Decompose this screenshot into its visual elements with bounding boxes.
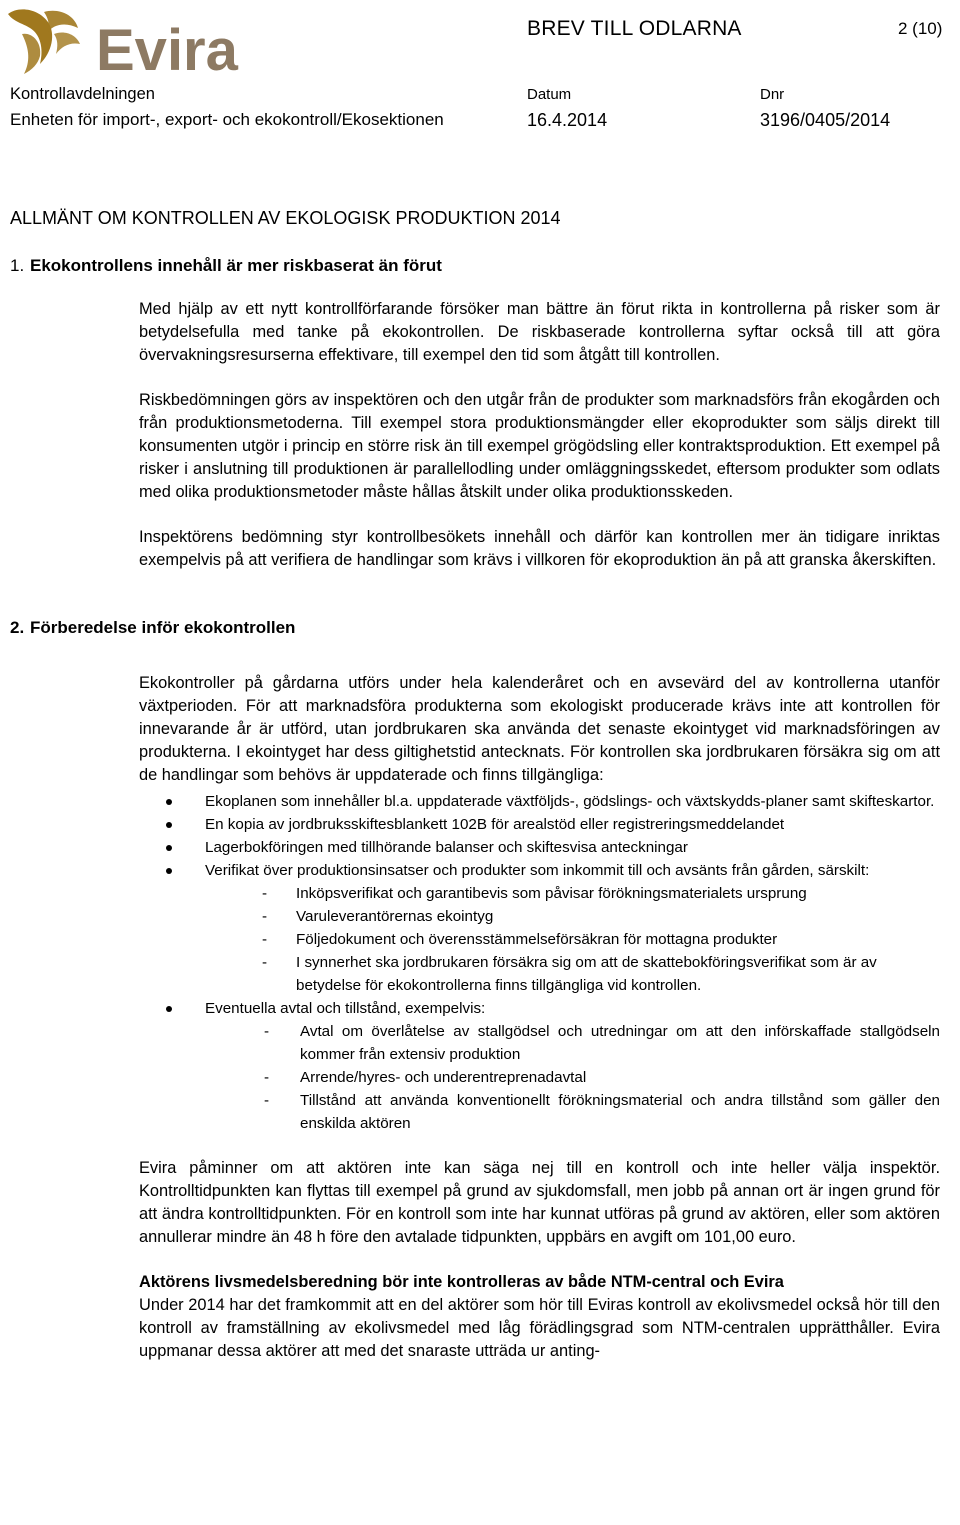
dash-icon: - [264, 1023, 270, 1040]
dash-icon: - [262, 908, 268, 925]
section-number: 2. [10, 618, 25, 637]
document-body [10, 208, 940, 1363]
document-title: BREV TILL ODLARNA [527, 17, 742, 40]
list-item: Ekoplanen som innehåller bl.a. uppdaterade växtföljds-, gödslings- och växtskydds-planer samt skifteskartor. [139, 790, 940, 813]
sub-list-item: - I synnerhet ska jordbrukaren försäkra sig om att de skattebokföringsverifikat som är av betydelse för ekokontrollerna finns tillgängliga vid kontrollen. [205, 951, 940, 997]
paragraph: Under 2014 har det framkommit att en del aktörer som hör till Eviras kontroll av ekolivsmedel också hör till den kontroll av framställning av ekolivsmedel med låg förädlingsgrad som NTM-centralen upprätthåller. Evira uppmanar dessa aktörer att med det snaraste utträda ur anting- [139, 1296, 940, 1360]
unit-name: Enheten för import-, export- och ekokontroll/Ekosektionen [10, 110, 444, 129]
section-1 [10, 256, 940, 572]
date-label: Datum [527, 86, 572, 103]
sub-list [205, 1020, 940, 1135]
list-item: Lagerbokföringen med tillhörande balanser och skiftesvisa anteckningar [139, 836, 940, 859]
section-title: Ekokontrollens innehåll är mer riskbaserat än förut [30, 256, 442, 275]
sub-list-item: - Följedokument och överensstämmelseförsäkran för mottagna produkter [205, 928, 940, 951]
department-name: Kontrollavdelningen [10, 85, 155, 103]
dash-icon: - [262, 954, 268, 971]
paragraph: Inspektörens bedömning styr kontrollbesökets innehåll och därför kan kontrollen mer än tidigare inriktas exempelvis på att verifiera de handlingar som krävs i villkoren för ekoproduktion än på att granska åkerskiften. [139, 528, 940, 569]
dash-icon: - [262, 885, 268, 902]
paragraph: Ekokontroller på gårdarna utförs under hela kalenderåret och en avsevärd del av kontrollerna utanför växtperioden. För att marknadsföra produkterna som ekologiskt producerade krävs inte att kontrollen för innevarande år är utförd, utan jordbrukaren ska använda det senaste ekointyget vid marknadsföringen av produkterna. I ekointyget har dess giltighetstid antecknats. För kontrollen ska jordbrukaren försäkra sig om att de handlingar som behövs är uppdaterade och finns tillgängliga: [139, 674, 940, 784]
document-checklist [139, 790, 940, 1135]
dnr-value: 3196/0405/2014 [760, 110, 891, 130]
paragraph: Med hjälp av ett nytt kontrollförfarande försöker man bättre än förut rikta in kontrollerna på risker som är betydelsefulla med tanke på ekokontrollen. De riskbaserade kontrollerna syftar också till att göra övervakningsresurserna effektivare, till exempel den tid som åtgått till kontrollen. [139, 300, 940, 364]
dash-icon: - [264, 1092, 270, 1109]
main-title: ALLMÄNT OM KONTROLLEN AV EKOLOGISK PRODUKTION 2014 [10, 208, 561, 228]
sub-list-item: - Avtal om överlåtelse av stallgödsel och utredningar om att den införskaffade stallgödseln kommer från extensiv produktion [205, 1020, 940, 1066]
page-number: 2 (10) [898, 19, 943, 38]
sub-list-item: - Arrende/hyres- och underentreprenadavtal [205, 1066, 940, 1089]
bullet-icon [166, 845, 172, 851]
date-value: 16.4.2014 [527, 110, 608, 130]
section-2 [10, 618, 940, 1363]
paragraph: Riskbedömningen görs av inspektören och den utgår från de produkter som marknadsförs från ekogården och från produktionsmetoderna. Till exempel stora produktionsmängder eller ekoprodukter som säljs direkt till konsumenten utgör i princip en större risk än till exempel grögödsling eller kontraktsproduktion. Ett exempel på risker i anslutning till produktionen är parallellodling under omläggningsskedet, eftersom produkter som odlats med olika produktionsmetoder måste hållas åtskilt under olika produktionsskeden. [139, 391, 940, 501]
list-item: En kopia av jordbruksskiftesblankett 102B för arealstöd eller registreringsmeddelandet [139, 813, 940, 836]
bullet-icon [166, 822, 172, 828]
dash-icon: - [262, 931, 268, 948]
sub-list-item: - Inköpsverifikat och garantibevis som påvisar förökningsmaterialets ursprung [205, 882, 940, 905]
dnr-label: Dnr [760, 86, 785, 103]
bullet-icon [166, 1006, 172, 1012]
dash-icon: - [264, 1069, 270, 1086]
section-2-heading [10, 618, 940, 638]
paragraph: Evira påminner om att aktören inte kan säga nej till en kontroll och inte heller välja inspektör. Kontrolltidpunkten kan flyttas till exempel på grund av sjukdomsfall, men jobb på annan ort är ingen grund för att ändra kontrolltidpunkten. För en kontroll som inte har kunnat utföras på grund av aktören, eller som aktören annullerar mindre än 48 h före den avtalade tidpunkten, uppbärs en avgift om 101,00 euro. [139, 1159, 940, 1246]
bullet-icon [166, 868, 172, 874]
sub-list-item: - Varuleverantörernas ekointyg [205, 905, 940, 928]
section-1-heading [10, 256, 940, 276]
svg-text:Evira: Evira [96, 18, 238, 76]
sub-list-item: - Tillstånd att använda konventionellt förökningsmaterial och andra tillstånd som gäller den enskilda aktören [205, 1089, 940, 1135]
section-number: 1. [10, 256, 25, 275]
bullet-icon [166, 799, 172, 805]
section-title: Förberedelse inför ekokontrollen [30, 618, 296, 637]
subheading: Aktörens livsmedelsberedning bör inte kontrolleras av både NTM-central och Evira [139, 1273, 784, 1291]
evira-logo [4, 4, 244, 76]
list-item: Verifikat över produktionsinsatser och produkter som inkommit till och avsänts från gården, särskilt: - Inköpsverifikat och garantibevis som påvisar förökningsmaterialets ursprung - Varuleverantörernas ekointyg - Följedokument och överensstämmelseförsäkran för mottagna produkter - I synnerhet ska jordbrukaren försäkra sig om att de skattebokföringsverifikat som är av betydelse för ekokontrollerna finns tillgängliga vid kontrollen. [139, 859, 940, 997]
list-item: Eventuella avtal och tillstånd, exempelvis: - Avtal om överlåtelse av stallgödsel och utredningar om att den införskaffade stallgödseln kommer från extensiv produktion - Arrende/hyres- och underentreprenadavtal - Tillstånd att använda konventionellt förökningsmaterial och andra tillstånd som gäller den enskilda aktören [139, 997, 940, 1135]
sub-list [205, 882, 940, 997]
